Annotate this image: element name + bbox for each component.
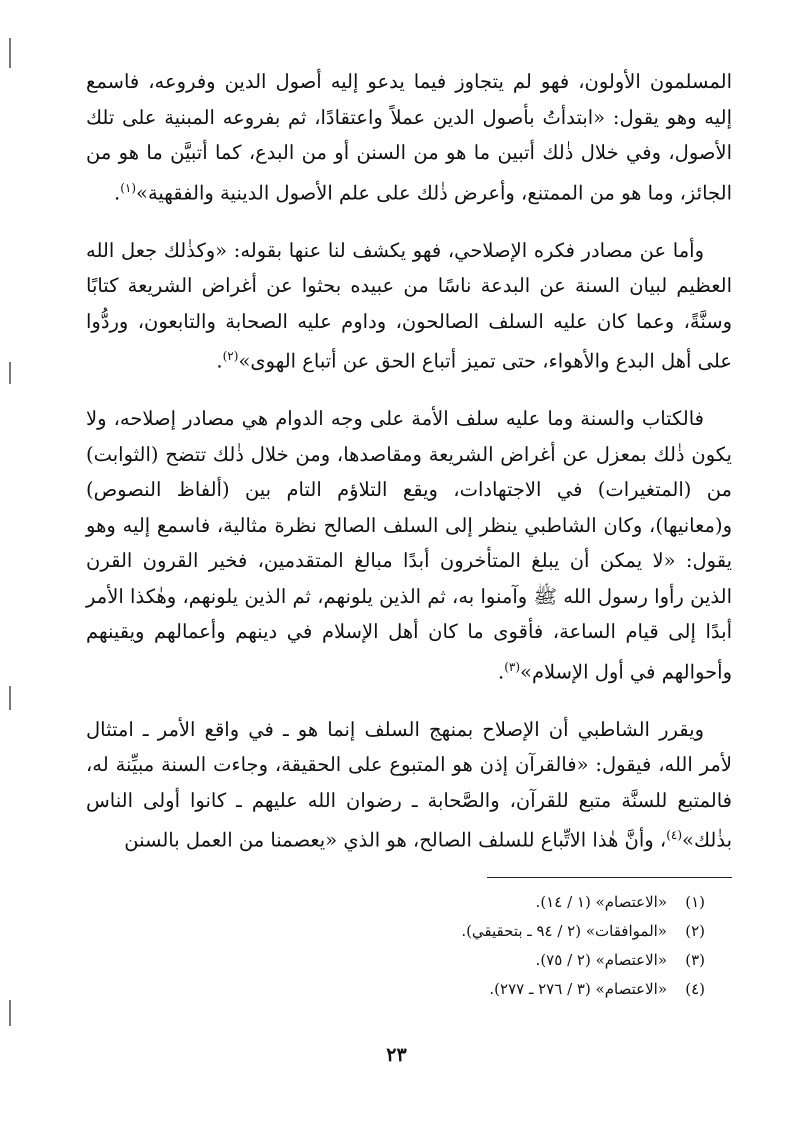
footnote-ref: (٢)	[222, 349, 239, 363]
footnote	[205, 888, 705, 917]
paragraph-end: ، وأنَّ هٰذا الاتِّباع للسلف الصالح، هو الذي «يعصمنا من العمل بالسنن	[124, 828, 667, 852]
footnote	[205, 917, 705, 946]
paragraph-text: فالكتاب والسنة وما عليه سلف الأمة على وجه الدوام هي مصادر إصلاحه، ولا يكون ذٰلك بمعزل عن أغراض الشريعة ومقاصدها، ومن خلال ذٰلك تتضح (الثوابت) من (المتغيرات) في الاجتهادات، ويقع التلاؤم التام بين (ألفاظ النصوص) و(معانيها)، وكان الشاطبي ينظر إلى السلف الصالح نظرة مثالية، فاسمع إليه وهو يقول: «لا يمكن أن يبلغ المتأخرون أبدًا مبالغ المتقدمين، فخير القرون القرن الذين رأوا رسول الله ﷺ وآمنوا به، ثم الذين يلونهم، ثم الذين يلونهم، وهٰكذا الأمر أبدًا إلى قيام الساعة، فأقوى ما كان أهل الإسلام في دينهم وأعمالهم ويقينهم وأحوالهم في أول الإسلام»	[86, 407, 732, 683]
paragraph-text: ويقرر الشاطبي أن الإصلاح بمنهج السلف إنما هو ـ في واقع الأمر ـ امتثال لأمر الله، فيقول: «فالقرآن إذن هو المتبوع على الحقيقة، وجاءت السنة مبيِّنة له، فالمتبع للسنَّة متبع للقرآن، والصَّحابة ـ رضوان الله عليهم ـ كانوا أولى الناس بذٰلك»	[86, 717, 732, 852]
footnote-text: «الاعتصام» (١ / ١٤).	[535, 893, 667, 911]
footnote-number: (٤)	[685, 980, 705, 998]
binding-mark	[9, 362, 11, 384]
footnote-text: «الاعتصام» (٣ / ٢٧٦ ـ ٢٧٧).	[489, 980, 667, 998]
footnote-number: (٢)	[685, 922, 705, 940]
paragraph-text: المسلمون الأولون، فهو لم يتجاوز فيما يدعو إليه أصول الدين وفروعه، فاسمع إليه وهو يقول: «ابتدأتُ بأصول الدين عملاً واعتقادًا، ثم بفروعه المبنية على تلك الأصول، وفي خلال ذٰلك أتبين ما هو من السنن أو من البدع، كما أتبيَّن ما هو من الجائز، وما هو من الممتنع، وأعرض ذٰلك على علم الأصول الدينية والفقهية»	[86, 70, 732, 204]
paragraph	[86, 64, 732, 211]
paragraph	[86, 233, 732, 380]
paragraph-text: وأما عن مصادر فكره الإصلاحي، فهو يكشف لنا عنها بقوله: «وكذٰلك جعل الله العظيم لبيان السنة عن البدعة ناسًا من عبيده بحثوا عن أغراض الشريعة كتابًا وسنَّةً، وعما كان عليه السلف الصالحون، وداوم عليه الصحابة والتابعون، وردُّوا على أهل البدع والأهواء، حتى تميز أتباع الحق عن أتباع الهوى»	[86, 238, 732, 373]
footnote	[205, 946, 705, 975]
footnote-number: (٣)	[685, 951, 705, 969]
footnotes	[205, 888, 705, 1004]
footnote-ref: (٣)	[504, 659, 521, 674]
binding-mark	[9, 1000, 11, 1026]
paragraph-end: .	[497, 660, 505, 683]
footnote-divider	[487, 877, 732, 878]
footnote-text: «الاعتصام» (٢ / ٧٥).	[535, 951, 667, 969]
page-number: ٢٣	[386, 1044, 407, 1066]
main-text	[86, 64, 732, 880]
binding-mark	[9, 38, 11, 68]
footnote-ref: (١)	[120, 180, 137, 195]
paragraph	[86, 712, 732, 859]
paragraph-end: .	[216, 349, 223, 373]
paragraph	[86, 401, 732, 690]
footnote-ref: (٤)	[666, 828, 683, 842]
footnote-text: «الموافقات» (٢ / ٩٤ ـ بتحقيقي).	[461, 922, 667, 940]
footnote-number: (١)	[685, 893, 705, 911]
paragraph-end: .	[114, 181, 121, 204]
binding-mark	[9, 686, 11, 710]
footnote	[205, 975, 705, 1004]
